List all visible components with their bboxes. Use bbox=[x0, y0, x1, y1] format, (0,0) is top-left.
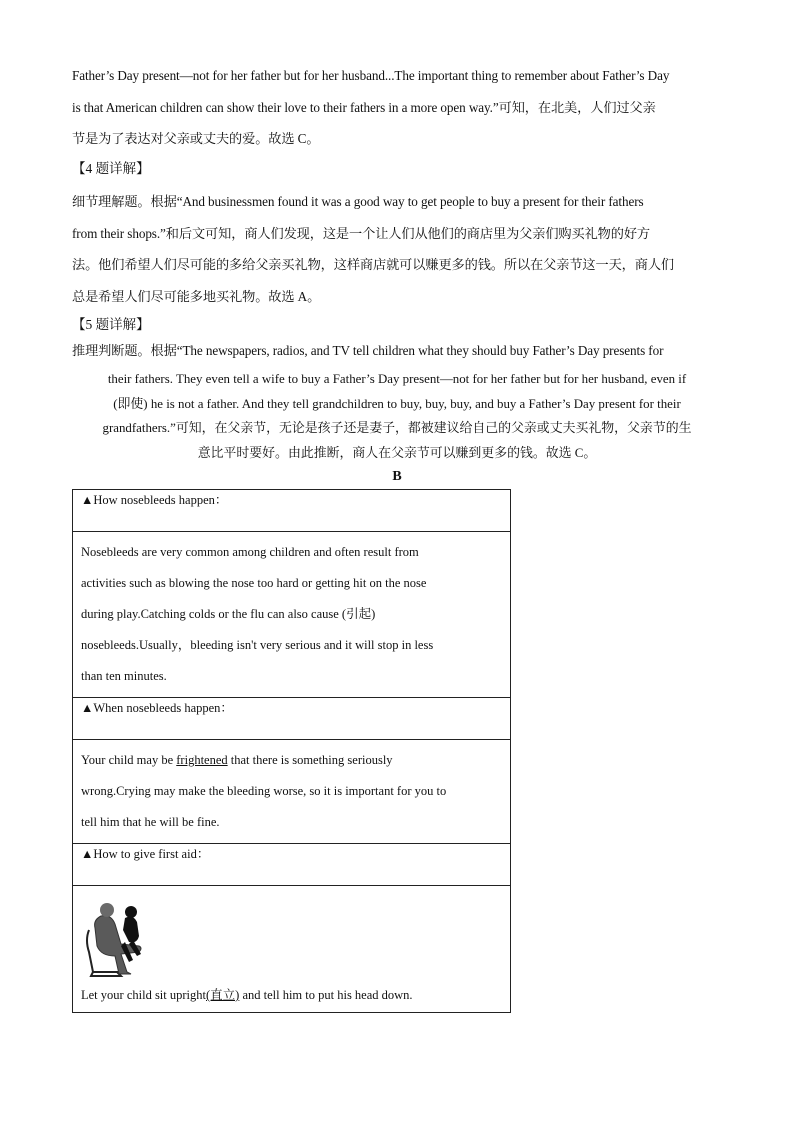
text-line: wrong.Crying may make the bleeding worse, so it is important for you to bbox=[81, 784, 447, 798]
text-line: their fathers. They even tell a wife to buy a Father’s Day present—not for her father but for her husband, even if bbox=[107, 372, 687, 386]
how-happen-heading: ▲How nosebleeds happen： bbox=[73, 490, 511, 532]
text-line: 法。他们希望人们尽可能的多给父亲买礼物，这样商店就可以赚更多的钱。所以在父亲节这一天，商人们 bbox=[72, 257, 675, 272]
first-aid-caption bbox=[81, 982, 502, 1008]
text-line: 总是希望人们尽可能多地买礼物。故选 A。 bbox=[72, 288, 321, 304]
when-happen-body bbox=[73, 740, 511, 844]
parent-holding-child-illustration bbox=[81, 900, 147, 978]
section-letter: B bbox=[392, 469, 402, 484]
text-span: and tell him to put his head down. bbox=[239, 988, 413, 1002]
text-line: 细节理解题。根据“And businessmen found it was a good way to get people to buy a present for their fathers bbox=[72, 194, 644, 209]
text-line: is that American children can show their love to their fathers in a more open way.”可知，在北美，人们过父亲 bbox=[72, 99, 656, 115]
q4-heading: 【4 题详解】 bbox=[72, 161, 150, 176]
text-line: during play.Catching colds or the flu can also cause (引起) bbox=[81, 607, 376, 621]
text-line: Father’s Day present—not for her father but for her husband...The important thing to remember about Father’s Day bbox=[72, 68, 670, 83]
table-row bbox=[73, 532, 511, 698]
text-line: (即使) he is not a father. And they tell grandchildren to buy, buy, buy, and buy a Father’s Day present for their bbox=[113, 396, 681, 411]
text-line: tell him that he will be fine. bbox=[81, 815, 220, 829]
table-row bbox=[73, 698, 511, 740]
text-line: 意比平时要好。由此推断，商人在父亲节可以赚到更多的钱。故选 C。 bbox=[197, 445, 597, 460]
first-aid-heading: ▲How to give first aid： bbox=[73, 844, 511, 886]
q5-heading: 【5 题详解】 bbox=[72, 317, 150, 332]
table-row bbox=[73, 886, 511, 1013]
q3-explanation-end bbox=[72, 60, 722, 155]
text-line: nosebleeds.Usually，bleeding isn't very serious and it will stop in less bbox=[81, 638, 434, 652]
q5-explanation-first-line bbox=[72, 338, 722, 363]
table-row bbox=[73, 844, 511, 886]
text-line: Nosebleeds are very common among children and often result from bbox=[81, 545, 419, 559]
underlined-word: (直立) bbox=[205, 988, 240, 1002]
text-line: from their shops.”和后文可知，商人们发现，这是一个让人们从他们的商店里为父亲们购买礼物的好方 bbox=[72, 225, 651, 241]
text-span: that there is something seriously bbox=[227, 753, 393, 767]
text-line: 推理判断题。根据“The newspapers, radios, and TV tell children what they should buy Father’s Day presents for bbox=[72, 343, 664, 358]
text-line: 节是为了表达对父亲或丈夫的爱。故选 C。 bbox=[72, 131, 320, 146]
text-span: Your child may be bbox=[81, 753, 177, 767]
text-span: Let your child sit upright bbox=[81, 988, 206, 1002]
text-line bbox=[81, 745, 502, 776]
underlined-word: frightened bbox=[176, 753, 228, 767]
table-row bbox=[73, 740, 511, 844]
text-line: than ten minutes. bbox=[81, 669, 167, 683]
q4-explanation bbox=[72, 186, 722, 312]
nosebleed-table bbox=[72, 489, 511, 1013]
text-line: activities such as blowing the nose too hard or getting hit on the nose bbox=[81, 576, 427, 590]
text-line: grandfathers.”可知，在父亲节，无论是孩子还是妻子，都被建议给自己的父亲或丈夫买礼物，父亲节的生 bbox=[102, 421, 692, 435]
table-row bbox=[73, 490, 511, 532]
q5-explanation-centered bbox=[72, 367, 722, 465]
first-aid-body bbox=[73, 886, 511, 1013]
how-happen-body bbox=[73, 532, 511, 698]
when-happen-heading: ▲When nosebleeds happen： bbox=[73, 698, 511, 740]
